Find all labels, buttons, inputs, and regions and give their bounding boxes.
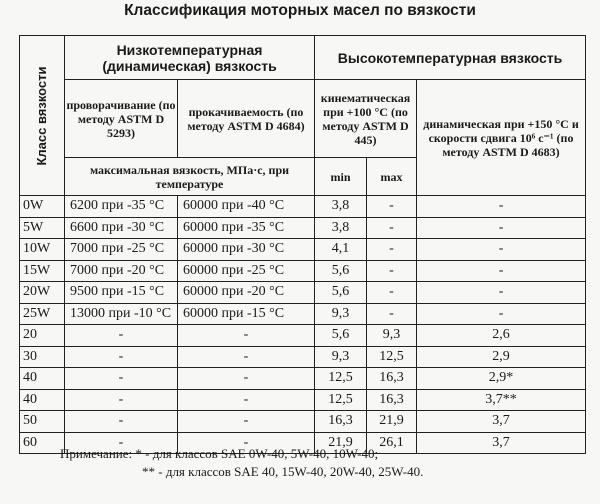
cell-pumping: - (178, 411, 315, 433)
cell-kinematic-max: 21,9 (367, 411, 417, 433)
cell-class: 60 (20, 432, 65, 454)
cell-pumping: - (178, 389, 315, 411)
class-header-label: Класс вязкости (34, 65, 49, 166)
cell-hths: 2,6 (417, 325, 586, 347)
table-row (20, 368, 586, 390)
footnote-line-1: Примечание: * - для классов SAE 0W-40, 5W-40, 10W-40; (60, 446, 379, 461)
table-row (20, 196, 586, 218)
cell-kinematic-max: 16,3 (367, 389, 417, 411)
cell-cranking: - (65, 368, 178, 390)
cell-kinematic-min: 12,5 (315, 389, 367, 411)
cell-class: 25W (20, 303, 65, 325)
cell-cranking: 6600 при -30 °C (65, 217, 178, 239)
cell-pumping: 60000 при -40 °C (178, 196, 315, 218)
cell-kinematic-min: 4,1 (315, 239, 367, 261)
pumping-header: прокачиваемость (по методу ASTM D 4684) (178, 80, 315, 158)
cell-cranking: - (65, 432, 178, 454)
cell-class: 5W (20, 217, 65, 239)
cell-cranking: 13000 при -10 °C (65, 303, 178, 325)
max-visc-header: максимальная вязкость, МПа·с, при температуре (65, 158, 315, 196)
cell-hths: - (417, 217, 586, 239)
table-row (20, 239, 586, 261)
cell-hths: - (417, 239, 586, 261)
cell-pumping: 60000 при -35 °C (178, 217, 315, 239)
viscosity-table (19, 35, 586, 454)
cell-cranking: 7000 при -20 °C (65, 260, 178, 282)
cell-kinematic-min: 5,6 (315, 282, 367, 304)
min-header: min (315, 158, 367, 196)
cell-pumping: - (178, 368, 315, 390)
cranking-header: проворачивание (по методу ASTM D 5293) (65, 80, 178, 158)
table-row (20, 411, 586, 433)
low-temp-header: Низкотемпературная (динамическая) вязкость (65, 36, 315, 80)
cell-hths: 3,7 (417, 432, 586, 454)
cell-class: 10W (20, 239, 65, 261)
footnote-line-2: ** - для классов SAE 40, 15W-40, 20W-40, 25W-40. (142, 464, 424, 479)
cell-class: 15W (20, 260, 65, 282)
cell-kinematic-min: 21,9 (315, 432, 367, 454)
cell-class: 20W (20, 282, 65, 304)
table-row (20, 346, 586, 368)
cell-kinematic-max: 26,1 (367, 432, 417, 454)
cell-class: 40 (20, 368, 65, 390)
cell-class: 40 (20, 389, 65, 411)
cell-hths: - (417, 196, 586, 218)
cell-cranking: - (65, 325, 178, 347)
cell-hths: 3,7** (417, 389, 586, 411)
cell-cranking: - (65, 346, 178, 368)
table-row (20, 389, 586, 411)
cell-pumping: 60000 при -25 °C (178, 260, 315, 282)
cell-class: 20 (20, 325, 65, 347)
cell-hths: - (417, 282, 586, 304)
hths-header: динамическая при +150 °C и скорости сдвига 10⁶ с⁻¹ (по методу ASTM D 4683) (417, 80, 586, 196)
table-row (20, 303, 586, 325)
cell-kinematic-min: 12,5 (315, 368, 367, 390)
cell-pumping: 60000 при -30 °C (178, 239, 315, 261)
cell-class: 30 (20, 346, 65, 368)
cell-hths: 2,9* (417, 368, 586, 390)
cell-kinematic-max: - (367, 260, 417, 282)
cell-kinematic-max: - (367, 217, 417, 239)
table-row (20, 260, 586, 282)
cell-hths: 3,7 (417, 411, 586, 433)
cell-pumping: 60000 при -15 °C (178, 303, 315, 325)
cell-kinematic-max: 16,3 (367, 368, 417, 390)
cell-kinematic-max: - (367, 282, 417, 304)
table-row (20, 217, 586, 239)
class-header (20, 36, 65, 196)
cell-hths: 2,9 (417, 346, 586, 368)
cell-kinematic-min: 3,8 (315, 196, 367, 218)
cell-pumping: - (178, 325, 315, 347)
cell-kinematic-min: 5,6 (315, 325, 367, 347)
cell-kinematic-max: - (367, 239, 417, 261)
max-header: max (367, 158, 417, 196)
cell-kinematic-min: 5,6 (315, 260, 367, 282)
cell-cranking: 7000 при -25 °C (65, 239, 178, 261)
cell-hths: - (417, 303, 586, 325)
cell-hths: - (417, 260, 586, 282)
cell-kinematic-min: 3,8 (315, 217, 367, 239)
cell-kinematic-min: 9,3 (315, 303, 367, 325)
cell-cranking: - (65, 389, 178, 411)
cell-kinematic-min: 16,3 (315, 411, 367, 433)
high-temp-header: Высокотемпературная вязкость (315, 36, 586, 80)
cell-pumping: - (178, 432, 315, 454)
footnote (60, 445, 423, 481)
cell-class: 0W (20, 196, 65, 218)
cell-cranking: - (65, 411, 178, 433)
cell-kinematic-max: 12,5 (367, 346, 417, 368)
table-row (20, 325, 586, 347)
cell-kinematic-max: - (367, 196, 417, 218)
cell-kinematic-max: 9,3 (367, 325, 417, 347)
cell-pumping: - (178, 346, 315, 368)
cell-class: 50 (20, 411, 65, 433)
cell-cranking: 6200 при -35 °C (65, 196, 178, 218)
kinematic-header: кинематическая при +100 °C (по методу ASTM D 445) (315, 80, 417, 158)
page-title: Классификация моторных масел по вязкости (124, 2, 476, 19)
table-row (20, 282, 586, 304)
cell-kinematic-min: 9,3 (315, 346, 367, 368)
cell-kinematic-max: - (367, 303, 417, 325)
table-body (20, 196, 586, 454)
cell-pumping: 60000 при -20 °C (178, 282, 315, 304)
cell-cranking: 9500 при -15 °C (65, 282, 178, 304)
